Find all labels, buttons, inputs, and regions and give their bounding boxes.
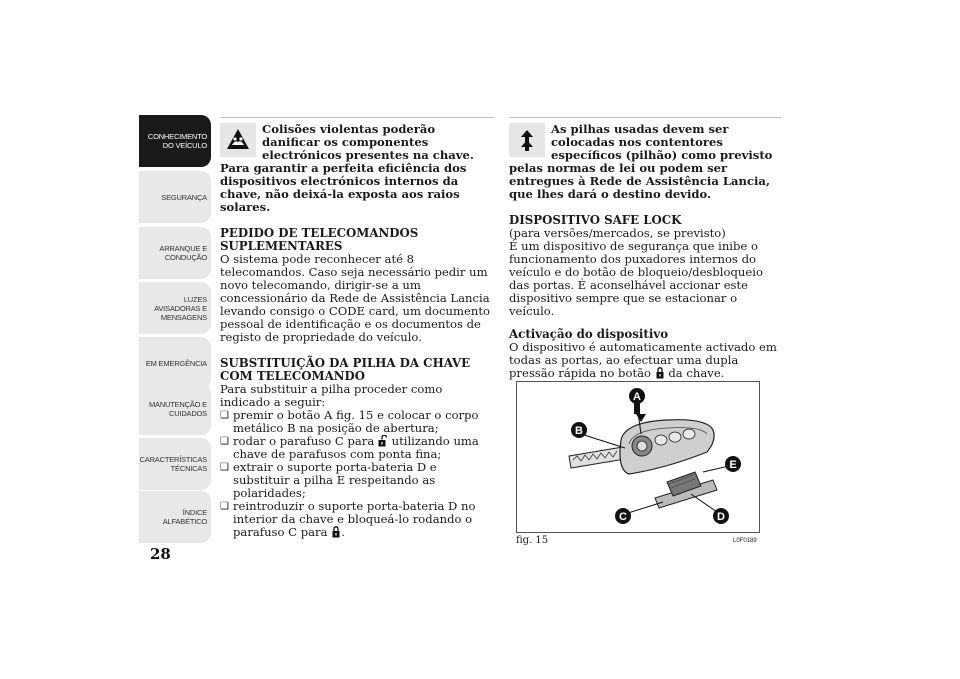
callout-b: [571, 422, 587, 438]
environment-note: [509, 123, 781, 201]
tab-seguranca[interactable]: SEGURANÇA: [139, 171, 211, 223]
section-title-pedido: PEDIDO DE TELECOMANDOS SUPLEMENTARES: [220, 226, 419, 253]
battery-holder: [655, 472, 717, 508]
section-note-safe-lock: (para versões/mercados, se previsto): [509, 226, 726, 240]
right-column: [509, 117, 781, 380]
recycle-icon: [509, 123, 545, 157]
svg-text:C: C: [619, 511, 627, 523]
divider: [220, 117, 494, 118]
tab-em-emergencia[interactable]: EM EMERGÊNCIA: [139, 337, 211, 389]
press-arrow-icon: [636, 414, 646, 422]
tab-arranque-e-conducao[interactable]: ARRANQUE E CONDUÇÃO: [139, 227, 211, 279]
callout-e: [725, 456, 741, 472]
svg-text:D: D: [717, 511, 725, 523]
list-item: ❑ reintroduzir o suporte porta-bateria D no interior da chave e bloqueá-lo rodando o parafuso C para .: [220, 500, 494, 539]
svg-text:E: E: [729, 459, 737, 471]
section-text-pedido: O sistema pode reconhecer até 8 telecomandos. Caso seja necessário pedir um novo telecomando, dirigir-se a um concessionário da Rede de Assistência Lancia levando consigo o CODE card, um documento pessoal de identificação e os documentos de registo de propriedade do veículo.: [220, 252, 490, 344]
tab-conhecimento-do-veiculo[interactable]: CONHECIMENTO DO VEÍCULO: [139, 115, 211, 167]
section-text-safe-lock: É um dispositivo de segurança que inibe o funcionamento dos puxadores internos do veículo e do botão de bloqueio/desbloqueio das portas. É aconselhável accionar este dispositivo sempre que se estacionar o veículo.: [509, 239, 763, 318]
warning-text: Colisões violentas poderão danificar os componentes electrónicos presentes na chave. Para garantir a perfeita eficiência dos dispositivos electrónicos internos da chave, não deixá-la exposta aos raios solares.: [220, 122, 474, 214]
lock-icon: [655, 367, 665, 379]
tab-indice-alfabetico[interactable]: ÍNDICE ALFABÉTICO: [139, 491, 211, 543]
list-item: ❑ rodar o parafuso C para utilizando uma chave de parafusos com ponta fina;: [220, 435, 494, 461]
svg-text:A: A: [633, 391, 641, 403]
callout-a: [629, 388, 645, 414]
callout-d: [713, 508, 729, 524]
list-item: ❑ premir o botão A fig. 15 e colocar o corpo metálico B na posição de abertura;: [220, 409, 494, 435]
key-illustration: [517, 382, 760, 533]
warning-triangle-icon: [220, 123, 256, 157]
callout-c: [615, 508, 631, 524]
lock-icon: [331, 526, 341, 538]
figure-code: L0F0189: [733, 538, 757, 544]
key-battery-figure: [516, 381, 760, 533]
figure-caption: fig. 15: [516, 535, 549, 546]
steps-list: [220, 409, 494, 539]
section-intro-substituicao: Para substituir a pilha proceder como indicado a seguir:: [220, 382, 443, 409]
key-body: [620, 420, 714, 474]
tab-manutencao-e-cuidados[interactable]: MANUTENÇÃO E CUIDADOS: [139, 383, 211, 435]
tab-caracteristicas-tecnicas[interactable]: CARACTERÍSTICAS TÉCNICAS: [139, 438, 211, 490]
tab-luzes-avisadoras[interactable]: LUZES AVISADORAS E MENSAGENS: [139, 282, 211, 334]
svg-text:B: B: [575, 425, 583, 437]
page-number: 28: [150, 545, 171, 563]
warning-note: [220, 123, 494, 214]
divider: [509, 117, 781, 118]
list-item: ❑ extrair o suporte porta-bateria D e substituir a pilha E respeitando as polaridades;: [220, 461, 494, 500]
section-title-safe-lock: DISPOSITIVO SAFE LOCK: [509, 213, 682, 227]
subsection-text-activacao: O dispositivo é automaticamente activado em todas as portas, ao efectuar uma dupla pressão rápida no botão da chave.: [509, 340, 777, 380]
section-title-substituicao: SUBSTITUIÇÃO DA PILHA DA CHAVE COM TELECOMANDO: [220, 356, 471, 383]
left-column: [220, 117, 494, 539]
environment-text: As pilhas usadas devem ser colocadas nos contentores específicos (pilhão) como previsto pelas normas de lei ou podem ser entregues à Rede de Assistência Lancia, que lhes dará o destino devido.: [509, 122, 773, 201]
subsection-title-activacao: Activação do dispositivo: [509, 327, 669, 341]
unlock-icon: [378, 435, 388, 447]
